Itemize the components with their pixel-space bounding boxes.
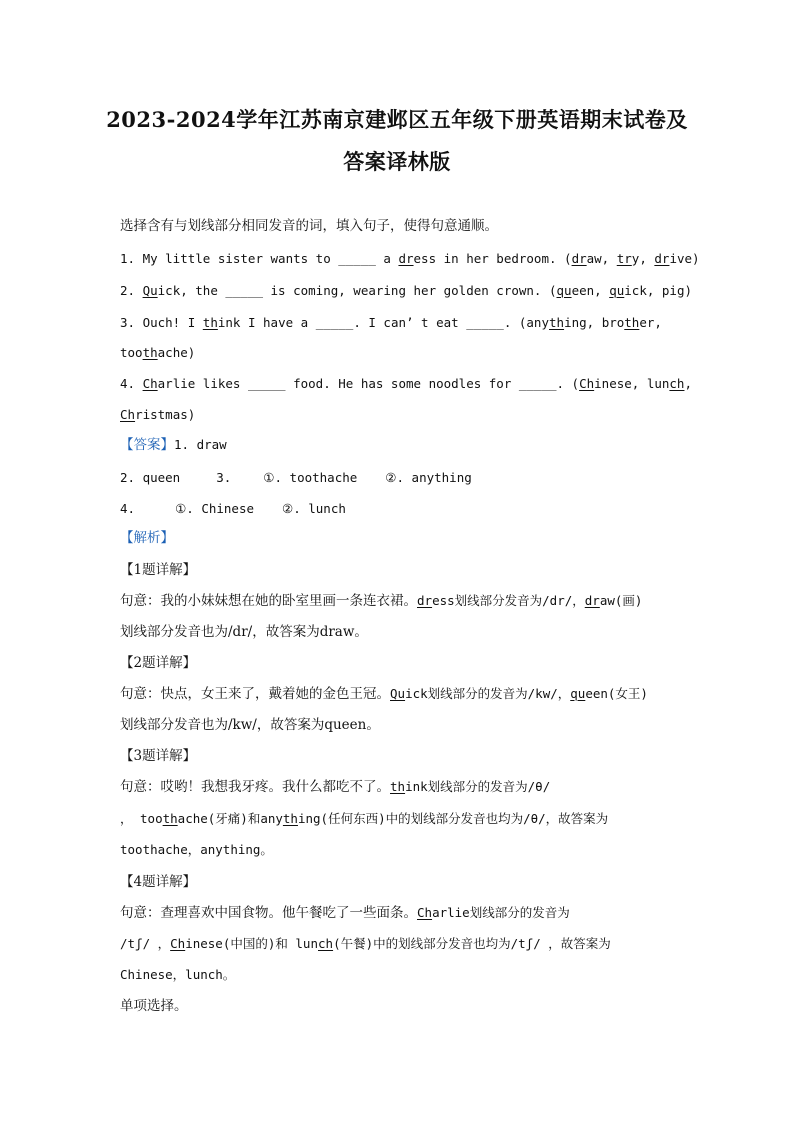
answer-line-2: 2. queen 3. ①. toothache ②. anything <box>120 470 472 485</box>
analysis-4-line-3: Chinese，lunch。 <box>120 967 236 982</box>
analysis-tag: 【解析】 <box>120 530 174 546</box>
analysis-heading-4: 【4题详解】 <box>120 874 197 890</box>
question-4-line-2: Christmas) <box>120 407 196 422</box>
analysis-3-line-3: toothache，anything。 <box>120 842 273 857</box>
analysis-3-line-2: ， toothache(牙痛)和anything(任何东西)中的划线部分发音也均为/θ/，故答案为 <box>120 811 609 826</box>
document-title-line-2: 答案译林版 <box>343 149 451 174</box>
next-section-heading: 单项选择。 <box>120 998 188 1014</box>
analysis-2-line-1: 句意：快点，女王来了，戴着她的金色王冠。Quick划线部分的发音为/kw/，queen(女王) <box>120 686 648 702</box>
instruction: 选择含有与划线部分相同发音的词，填入句子，使得句意通顺。 <box>120 218 498 234</box>
analysis-1-line-1: 句意：我的小妹妹想在她的卧室里画一条连衣裙。dress划线部分发音为/dr/，draw(画) <box>120 593 643 609</box>
document-title-line-1: 2023-2024学年江苏南京建邺区五年级下册英语期末试卷及 <box>106 107 688 132</box>
question-3-line-2: toothache) <box>120 345 196 360</box>
question-2: 2. Quick, the _____ is coming, wearing her golden crown. (queen, quick, pig) <box>120 283 692 298</box>
analysis-heading-3: 【3题详解】 <box>120 748 197 764</box>
question-3-line-1: 3. Ouch! I think I have a _____. I can’ t eat _____. (anything, brother, <box>120 315 662 330</box>
analysis-heading-2: 【2题详解】 <box>120 655 197 671</box>
analysis-4-line-2: /tʃ/ ，Chinese(中国的)和 lunch(午餐)中的划线部分发音也均为/tʃ/ ，故答案为 <box>120 936 611 951</box>
analysis-heading-1: 【1题详解】 <box>120 562 197 578</box>
answer-line-1: 【答案】1. draw <box>120 437 227 453</box>
analysis-1-line-2: 划线部分发音也为/dr/，故答案为draw。 <box>120 624 368 640</box>
answer-tag: 【答案】 <box>120 437 174 453</box>
analysis-4-line-1: 句意：查理喜欢中国食物。他午餐吃了一些面条。Charlie划线部分的发音为 <box>120 905 570 921</box>
analysis-3-line-1: 句意：哎哟！我想我牙疼。我什么都吃不了。think划线部分的发音为/θ/ <box>120 779 551 795</box>
question-4-line-1: 4. Charlie likes _____ food. He has some noodles for _____. (Chinese, lunch, <box>120 376 692 391</box>
answer-line-3: 4. ①. Chinese ②. lunch <box>120 501 346 516</box>
analysis-2-line-2: 划线部分发音也为/kw/，故答案为queen。 <box>120 717 380 733</box>
question-1: 1. My little sister wants to _____ a dress in her bedroom. (draw, try, drive) <box>120 251 700 266</box>
